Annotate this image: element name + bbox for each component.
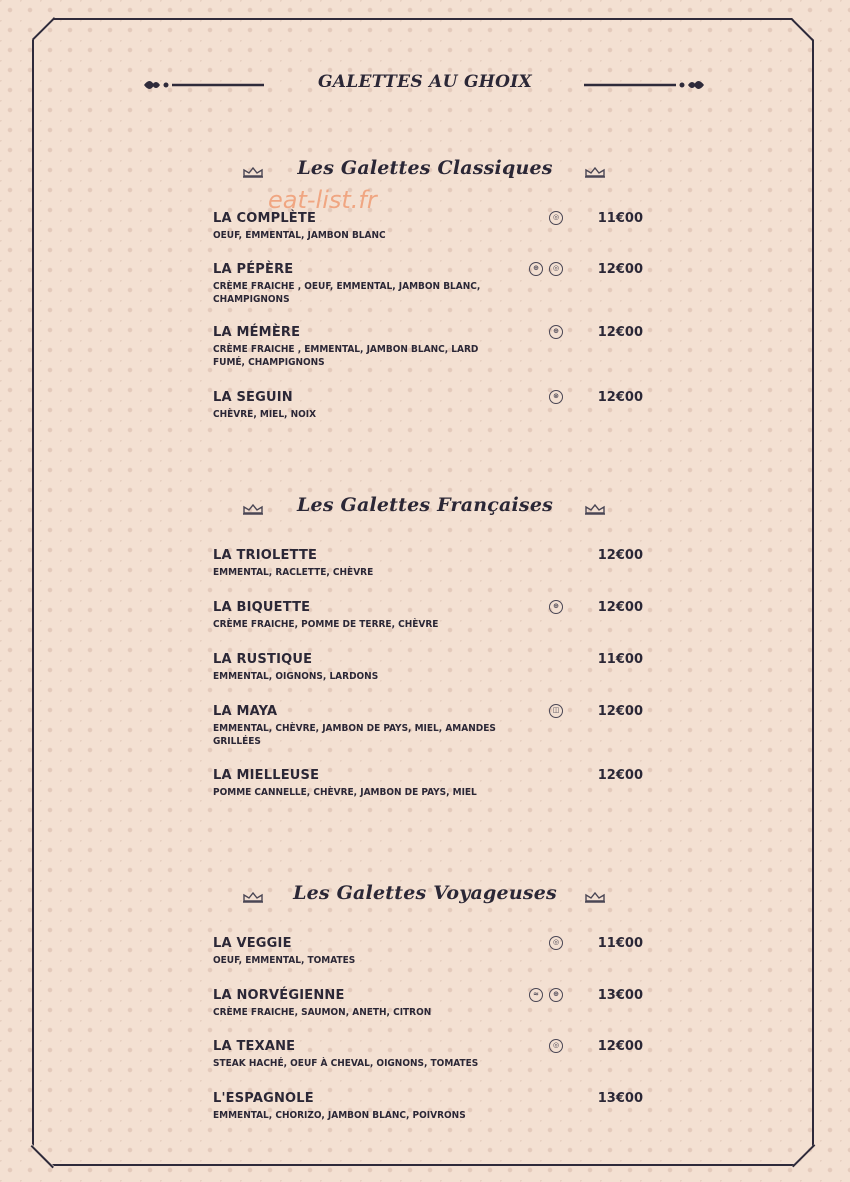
item-price: 12€00	[597, 262, 643, 277]
item-name: LA TRIOLETTE	[213, 548, 318, 563]
item-price: 12€00	[597, 768, 643, 783]
crown-icon	[584, 166, 606, 178]
menu-item	[213, 936, 643, 967]
section-title: Les Galettes Classiques	[297, 157, 553, 179]
menu-item	[213, 211, 643, 242]
item-description: CRÈME FRAICHE, SAUMON, ANETH, CITRON	[213, 1007, 432, 1018]
egg-icon: ◎	[549, 936, 563, 950]
item-price: 13€00	[597, 1091, 643, 1106]
milk-icon: ⊕	[549, 600, 563, 614]
nut-icon: ⊗	[549, 390, 563, 404]
item-name: LA NORVÉGIENNE	[213, 988, 345, 1003]
menu-item	[213, 1091, 643, 1122]
item-description: CRÈME FRAICHE, POMME DE TERRE, CHÈVRE	[213, 619, 439, 630]
item-description: EMMENTAL, CHÈVRE, JAMBON DE PAYS, MIEL, AMANDES GRILLÉES	[213, 723, 496, 747]
menu-item	[213, 390, 643, 421]
section-title: Les Galettes Françaises	[296, 494, 554, 516]
item-price: 12€00	[597, 325, 643, 340]
item-description: CRÈME FRAICHE , OEUF, EMMENTAL, JAMBON BLANC, CHAMPIGNONS	[213, 281, 481, 305]
item-name: L'ESPAGNOLE	[213, 1091, 314, 1106]
item-description: OEUF, EMMENTAL, JAMBON BLANC	[213, 230, 386, 241]
crown-icon	[242, 503, 264, 515]
fish-icon: ≈	[529, 988, 543, 1002]
item-price: 12€00	[597, 390, 643, 405]
milk-icon: ⊕	[549, 988, 563, 1002]
item-name: LA PÉPÈRE	[213, 262, 294, 277]
menu-item	[213, 652, 643, 683]
menu-item	[213, 548, 643, 579]
crown-icon	[584, 891, 606, 903]
menu-item	[213, 988, 643, 1019]
item-description: CRÈME FRAICHE , EMMENTAL, JAMBON BLANC, LARD FUMÉ, CHAMPIGNONS	[213, 344, 479, 368]
item-name: LA VEGGIE	[213, 936, 292, 951]
item-name: LA COMPLÈTE	[213, 211, 317, 226]
milk-icon: ⊕	[529, 262, 543, 276]
item-description: POMME CANNELLE, CHÈVRE, JAMBON DE PAYS, MIEL	[213, 787, 477, 798]
milk-icon: ⊕	[549, 325, 563, 339]
crown-icon	[242, 891, 264, 903]
item-description: OEUF, EMMENTAL, TOMATES	[213, 955, 356, 966]
item-name: LA SEGUIN	[213, 390, 293, 405]
egg-icon: ◎	[549, 211, 563, 225]
item-name: LA RUSTIQUE	[213, 652, 313, 667]
crown-icon	[584, 503, 606, 515]
watermark: eat-list.fr	[268, 186, 377, 214]
item-price: 11€00	[597, 211, 643, 226]
menu-item	[213, 1039, 643, 1070]
almond-icon: ◫	[549, 704, 563, 718]
item-description: EMMENTAL, OIGNONS, LARDONS	[213, 671, 379, 682]
item-description: STEAK HACHÉ, OEUF À CHEVAL, OIGNONS, TOMATES	[213, 1058, 479, 1069]
crown-icon	[242, 166, 264, 178]
egg-icon: ◎	[549, 262, 563, 276]
item-price: 12€00	[597, 548, 643, 563]
item-price: 12€00	[597, 704, 643, 719]
ornament-right-icon	[583, 76, 708, 94]
item-name: LA BIQUETTE	[213, 600, 311, 615]
item-price: 12€00	[597, 1039, 643, 1054]
menu-item	[213, 704, 643, 748]
item-description: EMMENTAL, CHORIZO, JAMBON BLANC, POIVRONS	[213, 1110, 466, 1121]
item-name: LA MIELLEUSE	[213, 768, 320, 783]
item-price: 12€00	[597, 600, 643, 615]
menu-item	[213, 262, 643, 306]
menu-item	[213, 600, 643, 631]
item-price: 13€00	[597, 988, 643, 1003]
menu-item	[213, 768, 643, 799]
egg-icon: ◎	[549, 1039, 563, 1053]
menu-title: GALETTES AU GHOIX	[317, 72, 533, 92]
item-description: CHÈVRE, MIEL, NOIX	[213, 409, 317, 420]
item-price: 11€00	[597, 936, 643, 951]
item-name: LA TEXANE	[213, 1039, 296, 1054]
item-description: EMMENTAL, RACLETTE, CHÈVRE	[213, 567, 374, 578]
item-name: LA MAYA	[213, 704, 278, 719]
item-name: LA MÉMÈRE	[213, 325, 301, 340]
menu-item	[213, 325, 643, 369]
ornament-left-icon	[140, 76, 265, 94]
item-price: 11€00	[597, 652, 643, 667]
section-title: Les Galettes Voyageuses	[293, 882, 557, 904]
